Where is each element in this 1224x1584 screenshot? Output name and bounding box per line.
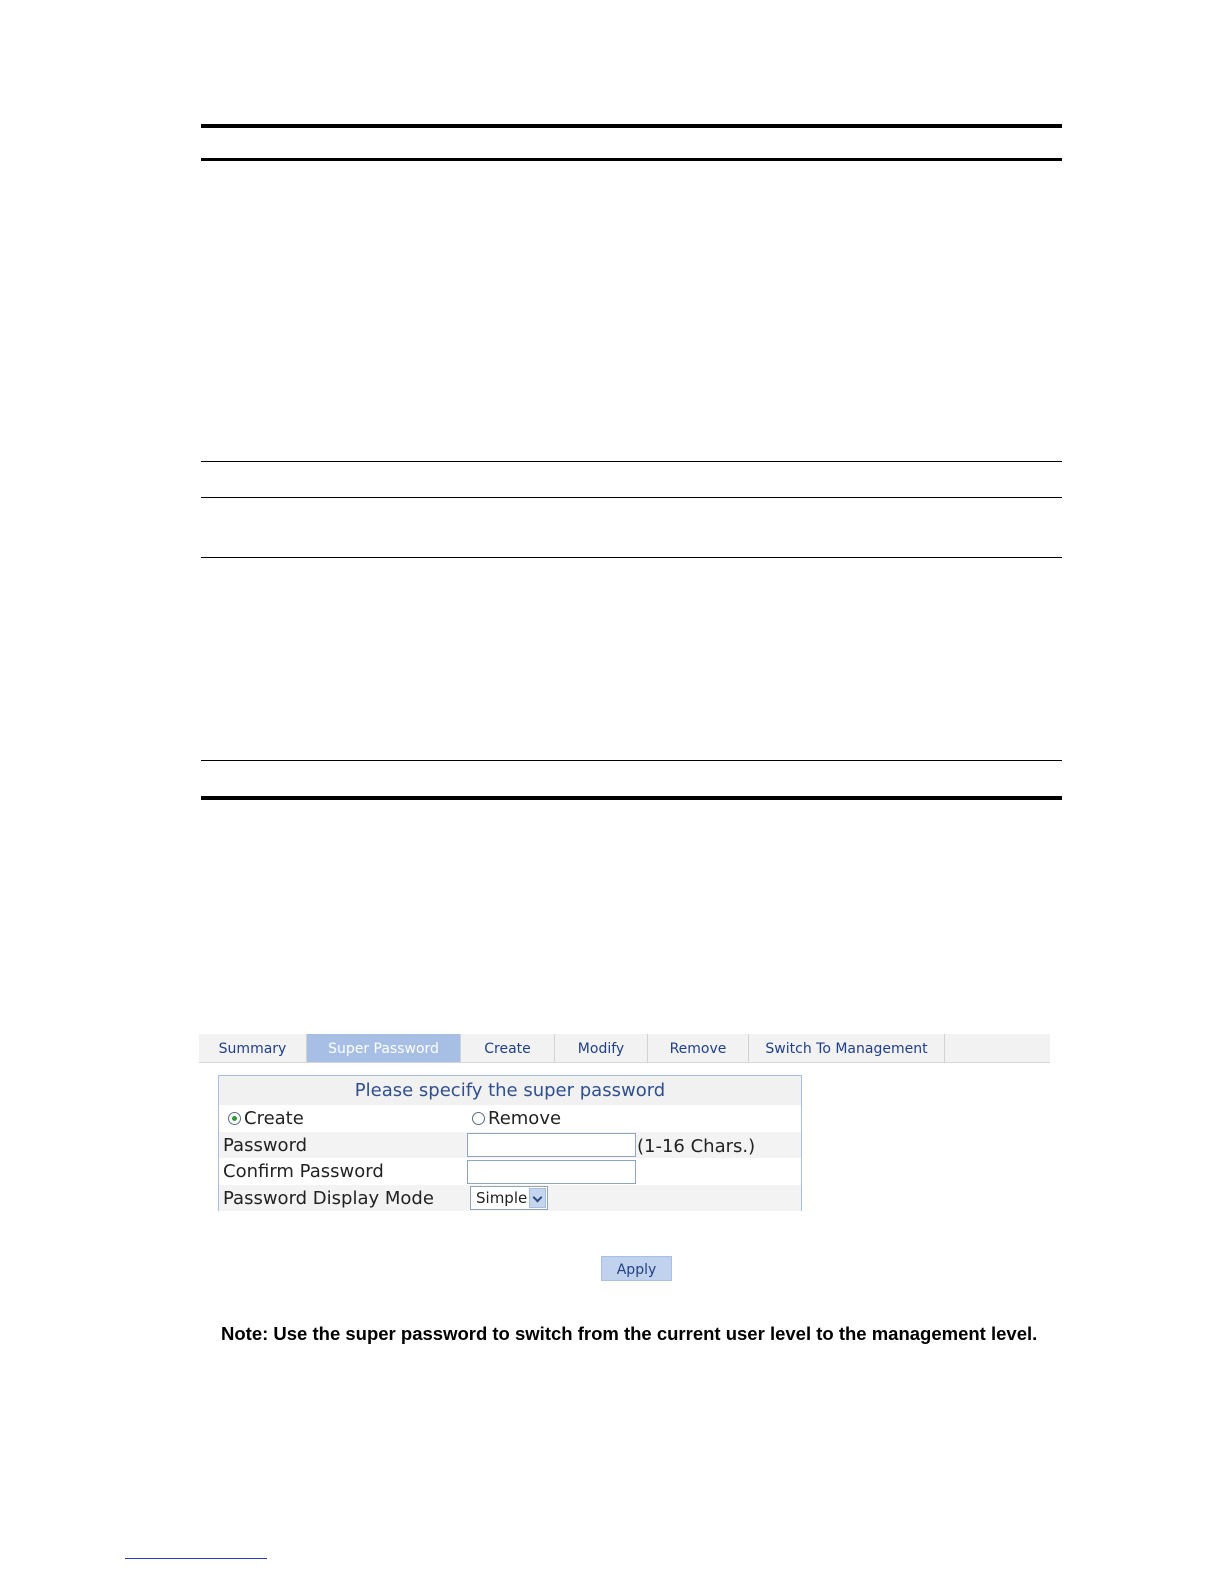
table-row-divider <box>201 461 1062 462</box>
tab-switch-to-management[interactable]: Switch To Management <box>749 1034 945 1062</box>
radio-remove-label: Remove <box>488 1108 562 1129</box>
radio-create-label: Create <box>244 1108 304 1129</box>
chevron-down-icon[interactable] <box>529 1188 546 1208</box>
confirm-password-label: Confirm Password <box>223 1161 384 1182</box>
confirm-password-input[interactable] <box>467 1160 636 1184</box>
footer-link-underline <box>125 1558 267 1559</box>
table-row-divider <box>201 497 1062 498</box>
table-row-divider <box>201 760 1062 761</box>
radio-remove[interactable] <box>472 1112 485 1125</box>
table-row-divider <box>201 557 1062 558</box>
radio-remove-option[interactable] <box>472 1107 561 1131</box>
note-text: Note: Use the super password to switch from the current user level to the management level. <box>221 1323 1038 1344</box>
display-mode-label: Password Display Mode <box>223 1187 434 1209</box>
tab-modify[interactable]: Modify <box>555 1034 648 1062</box>
password-label: Password <box>223 1134 308 1156</box>
tab-remove[interactable]: Remove <box>648 1034 749 1062</box>
display-mode-row <box>219 1185 801 1212</box>
tab-summary[interactable]: Summary <box>199 1034 307 1062</box>
tab-bar <box>199 1034 1050 1063</box>
form-title: Please specify the super password <box>219 1076 801 1105</box>
display-mode-value: Simple <box>476 1188 528 1207</box>
tab-super-password[interactable]: Super Password <box>307 1034 461 1062</box>
operation-row <box>219 1105 801 1132</box>
password-hint: (1-16 Chars.) <box>637 1135 756 1157</box>
confirm-password-row <box>219 1158 801 1185</box>
table-top-rule <box>201 124 1062 128</box>
radio-create-option[interactable] <box>228 1107 304 1131</box>
display-mode-select[interactable] <box>470 1186 548 1210</box>
table-bottom-rule <box>201 796 1062 800</box>
apply-button[interactable]: Apply <box>601 1256 672 1281</box>
password-input[interactable] <box>467 1133 636 1157</box>
super-password-form <box>218 1075 802 1211</box>
table-header-rule <box>201 158 1062 161</box>
password-row <box>219 1132 801 1159</box>
tab-create[interactable]: Create <box>461 1034 555 1062</box>
radio-create[interactable] <box>228 1112 241 1125</box>
